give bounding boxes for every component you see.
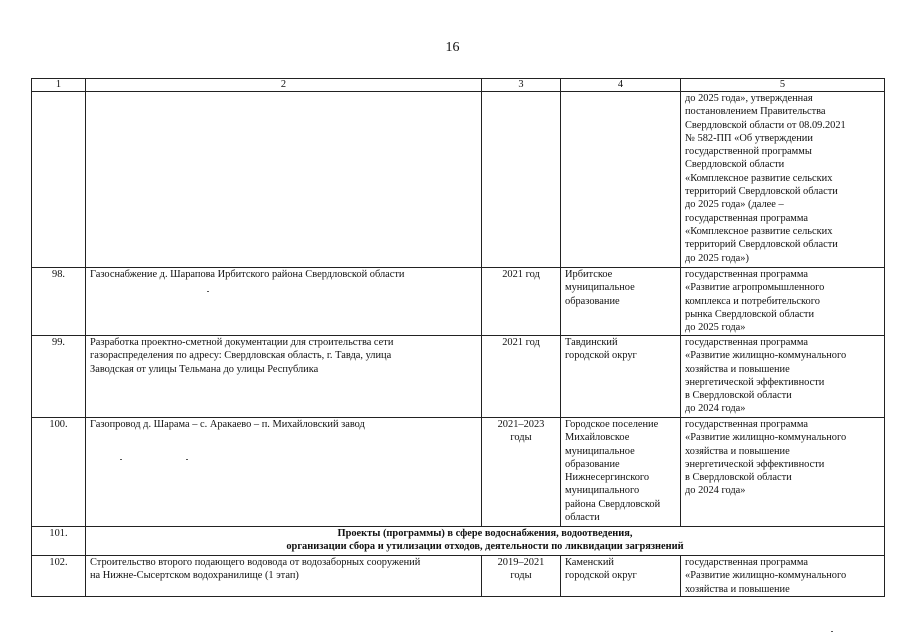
scan-speck xyxy=(207,291,209,292)
row-number-cell: 98. xyxy=(32,268,86,336)
project-name-cell: Разработка проектно-сметной документации для строительства сети газораспределения по адресу: Свердловская область, г. Тавда, улица Заводская от улицы Тельмана до улицы Республика xyxy=(86,336,482,418)
scan-speck xyxy=(186,459,188,460)
program-cell: государственная программа «Развитие жилищно-коммунального хозяйства и повышение энергетической эффективности в Свердловской области до 2024 года» xyxy=(681,418,885,527)
municipality-cell: Каменский городской округ xyxy=(561,556,681,597)
project-name-cell: Строительство второго подающего водовода от водозаборных сооружений на Нижне-Сысертском водохранилище (1 этап) xyxy=(86,556,482,597)
project-name-cell xyxy=(86,92,482,268)
header-cell: 3 xyxy=(482,79,561,92)
table-row-continuation xyxy=(32,92,885,268)
table-row xyxy=(32,556,885,597)
table-row xyxy=(32,336,885,418)
municipality-cell: Тавдинский городской округ xyxy=(561,336,681,418)
header-cell: 4 xyxy=(561,79,681,92)
header-cell: 2 xyxy=(86,79,482,92)
municipality-cell: Ирбитское муниципальное образование xyxy=(561,268,681,336)
row-number-cell: 101. xyxy=(32,527,86,556)
row-number-cell: 99. xyxy=(32,336,86,418)
row-number-cell: 102. xyxy=(32,556,86,597)
row-number-cell: 100. xyxy=(32,418,86,527)
program-table xyxy=(31,78,885,597)
program-cell: государственная программа «Развитие жилищно-коммунального хозяйства и повышение энергетической эффективности в Свердловской области до 2024 года» xyxy=(681,336,885,418)
project-name-cell: Газоснабжение д. Шарапова Ирбитского района Свердловской области xyxy=(86,268,482,336)
municipality-cell xyxy=(561,92,681,268)
project-name-cell: Газопровод д. Шарама – с. Аракаево – п. Михайловский завод xyxy=(86,418,482,527)
period-cell: 2021–2023 годы xyxy=(482,418,561,527)
table-row xyxy=(32,268,885,336)
program-cell: государственная программа «Развитие жилищно-коммунального хозяйства и повышение xyxy=(681,556,885,597)
scan-speck xyxy=(831,631,833,632)
table-row xyxy=(32,418,885,527)
program-cell: до 2025 года», утвержденная постановлением Правительства Свердловской области от 08.09.2021 № 582-ПП «Об утверждении государственной программы Свердловской области «Комплексное развитие сельских территорий Свердловской области до 2025 года» (далее – государственная программа «Комплексное развитие сельских территорий Свердловской области до 2025 года») xyxy=(681,92,885,268)
scan-speck xyxy=(120,459,122,460)
period-cell xyxy=(482,92,561,268)
row-number-cell xyxy=(32,92,86,268)
period-cell: 2021 год xyxy=(482,336,561,418)
header-cell: 1 xyxy=(32,79,86,92)
table-header-row xyxy=(32,79,885,92)
section-title: Проекты (программы) в сфере водоснабжения, водоотведения, организации сбора и утилизации отходов, деятельности по ликвидации загрязнений xyxy=(86,527,885,556)
period-cell: 2019–2021 годы xyxy=(482,556,561,597)
section-row xyxy=(32,527,885,556)
municipality-cell: Городское поселение Михайловское муниципальное образование Нижнесергинского муниципального района Свердловской области xyxy=(561,418,681,527)
program-cell: государственная программа «Развитие агропромышленного комплекса и потребительского рынка Свердловской области до 2025 года» xyxy=(681,268,885,336)
page-number: 16 xyxy=(445,40,460,55)
period-cell: 2021 год xyxy=(482,268,561,336)
header-cell: 5 xyxy=(681,79,885,92)
